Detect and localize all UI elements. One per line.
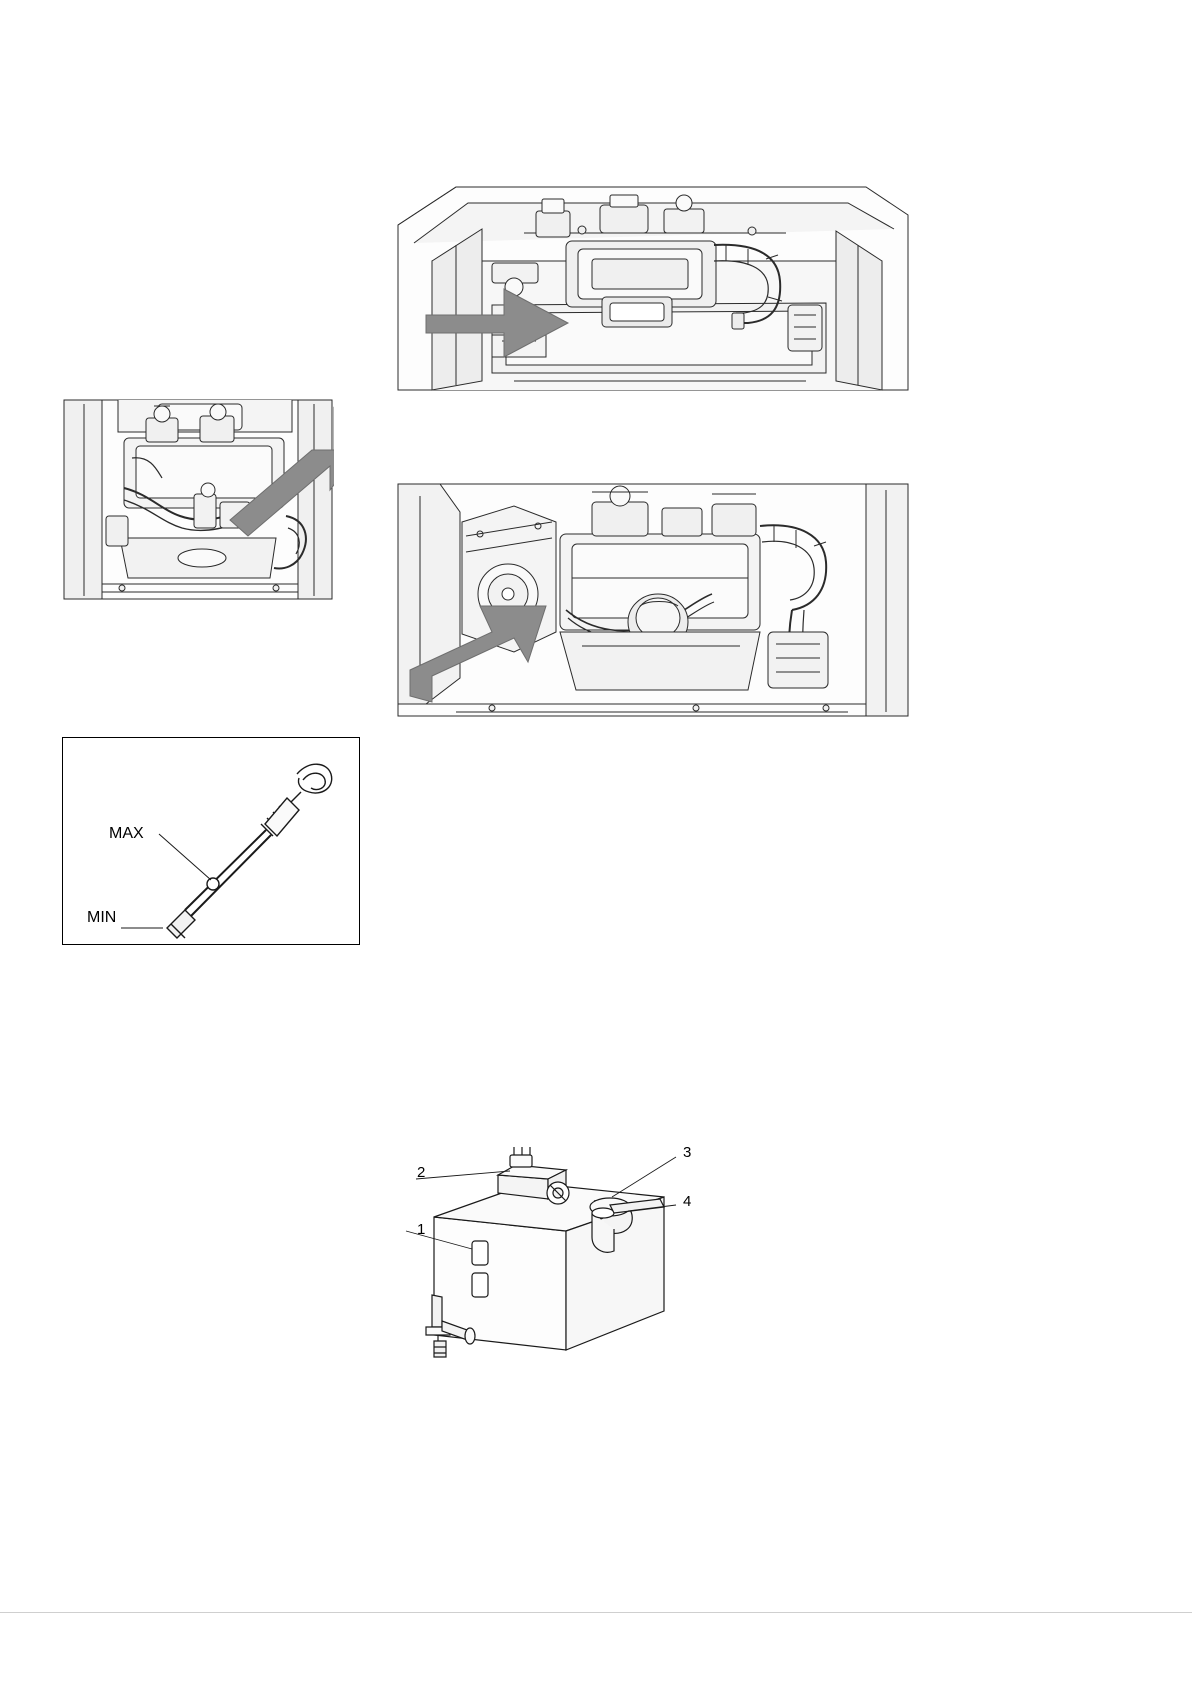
figure-dipstick [62,737,360,945]
tank-callout-2: 2 [417,1164,426,1181]
figure-engine-compartment-left [62,398,334,601]
tank-callout-1: 1 [417,1221,426,1238]
dipstick-min-label: MIN [87,909,117,926]
figure-engine-compartment-right [396,482,910,718]
dipstick-max-label: MAX [109,825,144,842]
tank-callout-3: 3 [683,1144,692,1161]
figure-hydraulic-tank [398,1145,718,1360]
page-footer-rule [0,1612,1192,1613]
figure-engine-compartment-top [396,185,910,392]
tank-callout-4: 4 [683,1193,692,1210]
